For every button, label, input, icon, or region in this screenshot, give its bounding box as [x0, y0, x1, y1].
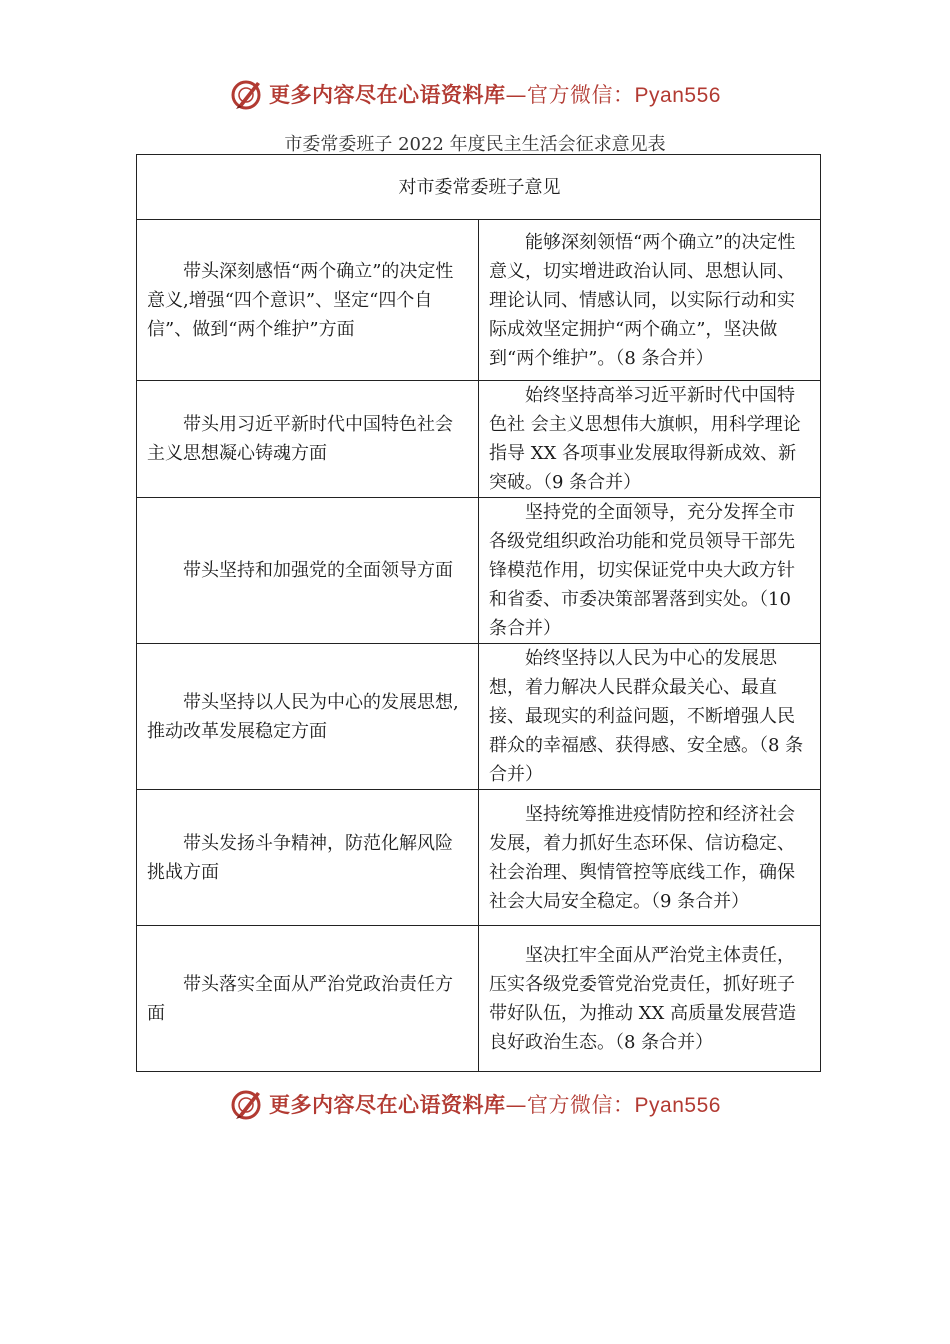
aspect-cell: [137, 498, 479, 644]
bottom-banner: [0, 1082, 950, 1126]
banner-handle: Pyan556: [634, 1094, 721, 1117]
banner-dash: —: [505, 1093, 528, 1117]
opinion-text: 坚持党的全面领导，充分发挥全市各级党组织政治功能和党员领导干部先锋模范作用，切实保证党中央大政方针和省委、市委决策部署落到实处。（10 条合并）: [489, 502, 795, 639]
aspect-text: 带头深刻感悟“两个确立”的决定性意义,增强“四个意识”、坚定“四个自信”、做到“两个维护”方面: [147, 260, 454, 340]
opinion-cell: [479, 220, 821, 381]
banner-main-text: 更多内容尽在心语资料库: [269, 1093, 506, 1117]
aspect-cell: [137, 220, 479, 381]
table-row: [137, 790, 821, 926]
aspect-cell: [137, 381, 479, 498]
banner-text: [269, 79, 721, 109]
aspect-text: 带头用习近平新时代中国特色社会主义思想凝心铸魂方面: [147, 414, 453, 464]
opinion-cell: [479, 498, 821, 644]
banner-text: [269, 1089, 721, 1119]
table-row: [137, 644, 821, 790]
pen-seal-icon: [229, 76, 265, 112]
opinion-text: 坚持统筹推进疫情防控和经济社会发展，着力抓好生态环保、信访稳定、社会治理、舆情管控等底线工作，确保社会大局安全稳定。（9 条合并）: [489, 803, 795, 912]
opinion-text: 坚决扛牢全面从严治党主体责任，压实各级党委管党治党责任，抓好班子带好队伍，为推动 XX 高质量发展营造良好政治生态。（8 条合并）: [489, 944, 797, 1053]
aspect-text: 带头坚持以人民为中心的发展思想,推动改革发展稳定方面: [147, 691, 459, 742]
opinions-table: [136, 154, 821, 1072]
opinion-cell: [479, 926, 821, 1072]
pen-seal-icon: [229, 1086, 265, 1122]
document-title: 市委常委班子 2022 年度民主生活会征求意见表: [284, 134, 666, 155]
table-header-row: [137, 155, 821, 220]
table-header: 对市委常委班子意见: [137, 155, 821, 220]
banner-handle: Pyan556: [634, 84, 721, 107]
table-row: [137, 926, 821, 1072]
table-row: [137, 498, 821, 644]
aspect-cell: [137, 790, 479, 926]
aspect-cell: [137, 926, 479, 1072]
banner-wechat-label: 官方微信：: [527, 1093, 635, 1117]
banner-main-text: 更多内容尽在心语资料库: [269, 83, 506, 107]
banner-wechat-label: 官方微信：: [527, 83, 635, 107]
opinion-cell: [479, 381, 821, 498]
aspect-text: 带头坚持和加强党的全面领导方面: [183, 560, 453, 581]
top-banner: [0, 72, 950, 116]
opinion-cell: [479, 790, 821, 926]
opinion-text: 始终坚持以人民为中心的发展思想，着力解决人民群众最关心、最直接、最现实的利益问题，不断增强人民群众的幸福感、获得感、安全感。（8 条合并）: [489, 648, 804, 785]
table-row: [137, 220, 821, 381]
aspect-cell: [137, 644, 479, 790]
table-row: [137, 381, 821, 498]
opinion-text: 始终坚持高举习近平新时代中国特色社 会主义思想伟大旗帜，用科学理论指导 XX 各项事业发展取得新成效、新突破。（9 条合并）: [489, 385, 801, 493]
banner-dash: —: [505, 83, 528, 107]
aspect-text: 带头发扬斗争精神，防范化解风险挑战方面: [147, 832, 453, 883]
opinion-text: 能够深刻领悟“两个确立”的决定性意义，切实增进政治认同、思想认同、理论认同、情感认同，以实际行动和实际成效坚定拥护“两个确立”，坚决做到“两个维护”。（8 条合并）: [489, 231, 796, 369]
opinion-cell: [479, 644, 821, 790]
aspect-text: 带头落实全面从严治党政治责任方面: [147, 973, 453, 1024]
